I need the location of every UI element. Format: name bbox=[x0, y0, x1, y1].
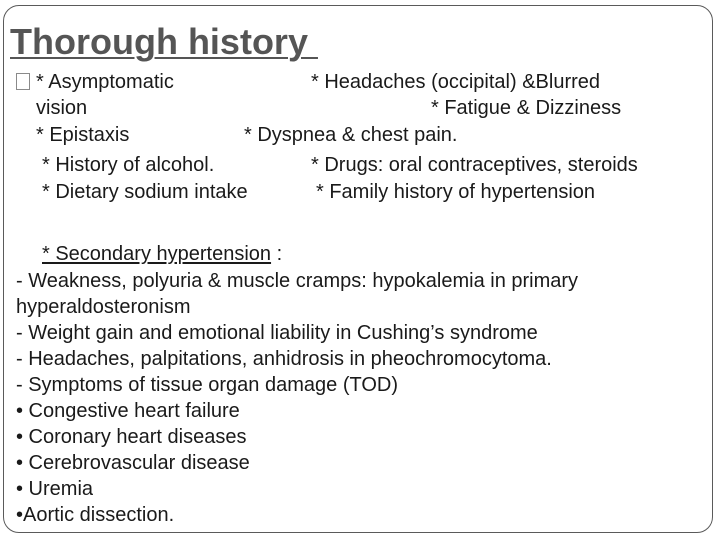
secondary-line: • Uremia bbox=[16, 478, 94, 500]
history-item-drugs: * Drugs: oral contraceptives, steroids bbox=[311, 154, 638, 176]
history-item-sodium: * Dietary sodium intake bbox=[42, 181, 248, 203]
history-item-fatigue: * Fatigue & Dizziness bbox=[431, 97, 622, 119]
secondary-heading-colon: : bbox=[271, 243, 283, 265]
history-item-asymptomatic: * Asymptomatic bbox=[36, 71, 174, 93]
slide-title: Thorough history bbox=[10, 21, 318, 62]
history-item-alcohol: * History of alcohol. bbox=[42, 154, 215, 176]
secondary-line: - Weight gain and emotional liability in Cushing’s syndrome bbox=[16, 322, 538, 344]
secondary-line: • Congestive heart failure bbox=[16, 400, 240, 422]
history-item-family: * Family history of hypertension bbox=[316, 181, 596, 203]
history-item-headaches: * Headaches (occipital) &Blurred bbox=[311, 71, 601, 93]
secondary-line: - Weakness, polyuria & muscle cramps: hypokalemia in primary bbox=[16, 270, 579, 292]
history-item-epistaxis: * Epistaxis bbox=[36, 124, 130, 146]
secondary-line: hyperaldosteronism bbox=[16, 296, 191, 318]
history-item-dyspnea: * Dyspnea & chest pain. bbox=[244, 124, 458, 146]
secondary-line: • Coronary heart diseases bbox=[16, 426, 247, 448]
secondary-line: • Cerebrovascular disease bbox=[16, 452, 250, 474]
history-item-vision: vision bbox=[36, 97, 88, 119]
secondary-line: - Symptoms of tissue organ damage (TOD) bbox=[16, 374, 398, 396]
secondary-line: - Headaches, palpitations, anhidrosis in pheochromocytoma. bbox=[16, 348, 552, 370]
secondary-heading bbox=[42, 244, 282, 264]
bullet-box-icon bbox=[16, 73, 30, 90]
secondary-line: •Aortic dissection. bbox=[16, 504, 175, 526]
secondary-heading-label: * Secondary hypertension bbox=[42, 243, 272, 265]
